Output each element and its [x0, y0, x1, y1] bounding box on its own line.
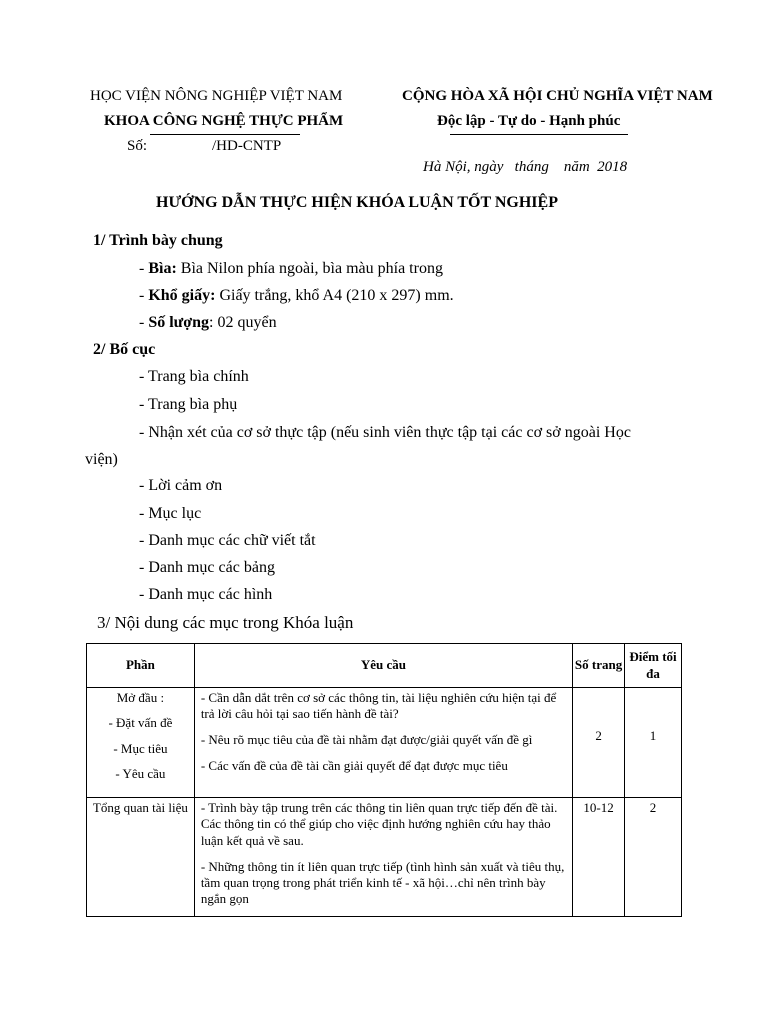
faculty-name: KHOA CÔNG NGHỆ THỰC PHẨM	[104, 113, 344, 129]
list-item: - Nhận xét của cơ sở thực tập (nếu sinh viên thực tập tại các cơ sở ngoài Học	[139, 424, 631, 441]
header-part: Phần	[87, 644, 195, 688]
table-row	[87, 798, 682, 917]
list-item: - Danh mục các chữ viết tắt	[139, 532, 316, 549]
bia-text: Bìa Nilon phía ngoài, bìa màu phía trong	[180, 260, 443, 277]
section1-heading: 1/ Trình bày chung	[93, 232, 223, 249]
score-cell: 1	[625, 688, 682, 798]
section2-heading: 2/ Bố cục	[93, 341, 156, 358]
part-title: Mở đầu :	[116, 690, 165, 705]
motto: Độc lập - Tự do - Hạnh phúc	[437, 113, 621, 129]
header-pages: Số trang	[573, 644, 625, 688]
bia-label: Bìa:	[148, 260, 177, 277]
list-item: - Danh mục các hình	[139, 586, 273, 603]
part-sub: - Đặt vấn đề	[108, 715, 173, 731]
list-item: - Trang bìa chính	[139, 368, 249, 385]
bia-line: - Bìa: Bìa Nilon phía ngoài, bìa màu phía trong	[139, 260, 443, 277]
khogiay-label: Khổ giấy:	[148, 287, 216, 304]
page-title: HƯỚNG DẪN THỰC HIỆN KHÓA LUẬN TỐT NGHIỆP	[156, 194, 558, 211]
requirements-table	[86, 643, 682, 917]
header-score: Điểm tối đa	[625, 644, 682, 688]
requirements-cell	[194, 798, 572, 917]
requirement-item: - Các vấn đề của đề tài cần giải quyết để đạt được mục tiêu	[200, 757, 508, 773]
country-name: CỘNG HÒA XÃ HỘI CHỦ NGHĨA VIỆT NAM	[402, 88, 713, 104]
list-item-continued: viện)	[85, 451, 118, 468]
doc-number-label: Số:	[127, 138, 148, 154]
table-header-row	[87, 644, 682, 688]
list-item: - Trang bìa phụ	[139, 396, 238, 413]
part-cell	[87, 688, 195, 798]
requirement-item: - Cần dẫn dắt trên cơ sở các thông tin, tài liệu nghiên cứu hiện tại để trả lời câu hỏi tại sao tiến hành đề tài?	[200, 690, 557, 722]
list-item: - Danh mục các bảng	[139, 559, 275, 576]
list-item: - Mục lục	[139, 505, 202, 522]
part-title: Tổng quan tài liệu	[92, 800, 188, 815]
list-item: - Lời cảm ơn	[139, 477, 223, 494]
soluong-text: : 02 quyển	[209, 314, 277, 331]
requirement-item: - Những thông tin ít liên quan trực tiếp (tình hình sản xuất và tiêu thụ, tầm quan trọng trong phát triển kinh tế - xã hội…chỉ nên trình bày ngắn gọn	[200, 858, 565, 907]
requirement-item: - Nêu rõ mục tiêu của đề tài nhằm đạt được/giải quyết vấn đề gì	[200, 731, 533, 747]
header-requirements: Yêu cầu	[194, 644, 572, 688]
doc-number-value: /HD-CNTP	[212, 138, 282, 154]
faculty-underline	[150, 134, 300, 135]
institute-name: HỌC VIỆN NÔNG NGHIỆP VIỆT NAM	[90, 88, 343, 104]
section3-heading: 3/ Nội dung các mục trong Khóa luận	[97, 613, 354, 632]
requirement-item: - Trình bày tập trung trên các thông tin liên quan trực tiếp đến đề tài. Các thông tin có thể giúp cho việc định hướng nghiên cứu hay thảo luận kết quả về sau.	[200, 800, 558, 848]
soluong-label: Số lượng	[148, 314, 210, 331]
table-row	[87, 688, 682, 798]
pages-cell: 10-12	[573, 798, 625, 917]
khogiay-text: Giấy trắng, khổ A4 (210 x 297) mm.	[219, 287, 454, 304]
date-line: Hà Nội, ngày tháng năm 2018	[423, 159, 628, 175]
part-sub: - Yêu cầu	[115, 765, 166, 781]
soluong-line: - Số lượng: 02 quyển	[139, 314, 277, 331]
part-cell	[87, 798, 195, 917]
requirements-cell	[194, 688, 572, 798]
khogiay-line: - Khổ giấy: Giấy trắng, khổ A4 (210 x 297) mm.	[139, 287, 454, 304]
motto-underline	[450, 134, 628, 135]
part-sub: - Mục tiêu	[113, 740, 168, 756]
pages-cell: 2	[573, 688, 625, 798]
score-cell: 2	[625, 798, 682, 917]
